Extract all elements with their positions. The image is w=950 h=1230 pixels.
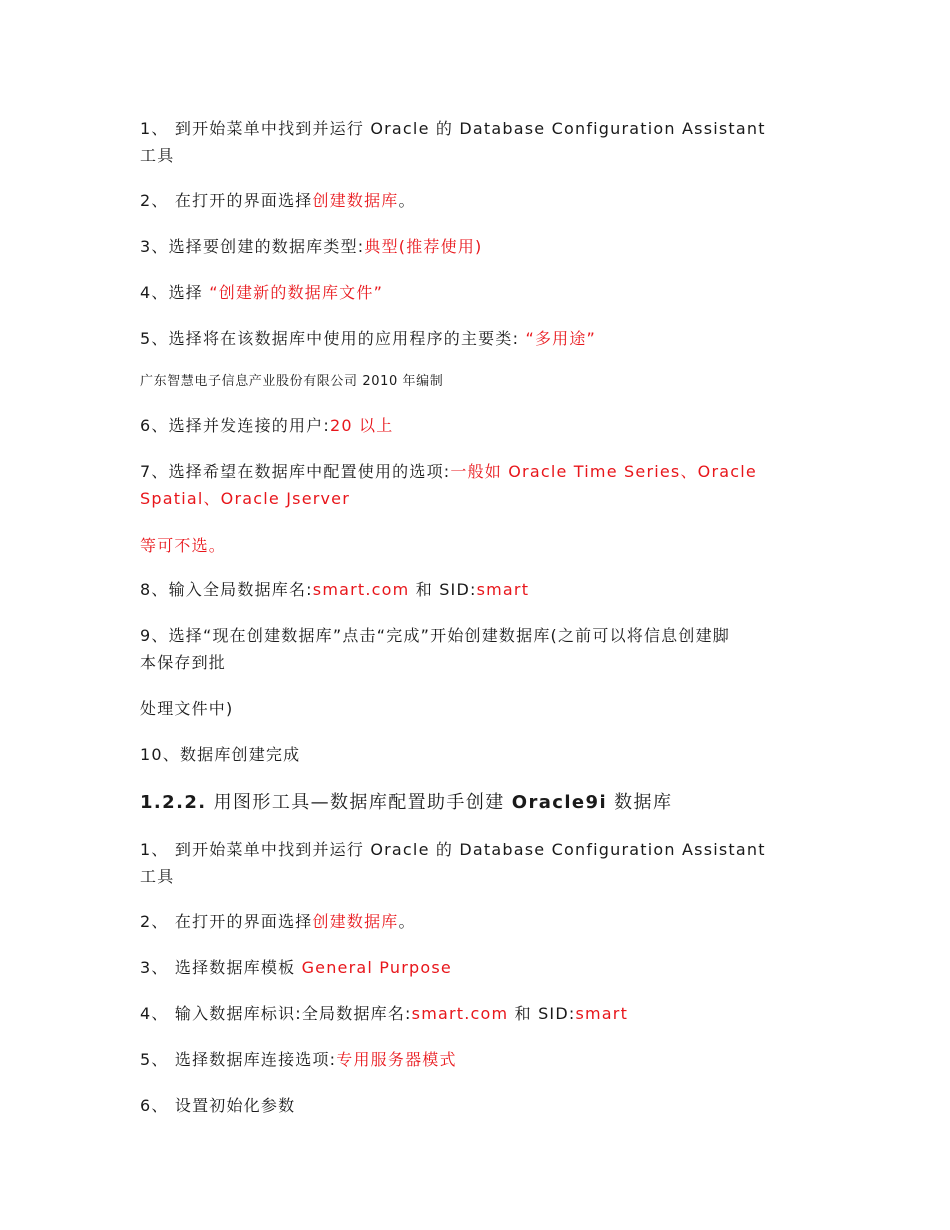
s1-step-9-cont: [140, 650, 820, 676]
highlight-text: 典型(推荐使用): [364, 237, 483, 256]
step-text: 10、数据库创建完成: [140, 745, 301, 764]
step-text: 工具: [140, 146, 175, 165]
step-text: 和 SID:: [508, 1004, 576, 1023]
highlight-text: smart: [575, 1004, 629, 1023]
s1-step-7-cont: [140, 486, 820, 512]
highlight-text: Spatial、Oracle Jserver: [140, 489, 351, 508]
s2-step-1-cont: [140, 864, 820, 890]
s2-step-4: [140, 1001, 820, 1027]
s1-step-1-cont: [140, 143, 820, 169]
s1-step-4: [140, 280, 820, 306]
highlight-text: 专用服务器模式: [336, 1050, 457, 1069]
s2-step-3: [140, 955, 820, 981]
heading-text-bold: Oracle9i: [511, 792, 608, 813]
highlight-text: 等可不选。: [140, 536, 227, 555]
step-text: 5、选择将在该数据库中使用的应用程序的主要类:: [140, 329, 526, 348]
highlight-text: “多用途”: [525, 329, 597, 348]
s1-step-1: [140, 116, 820, 142]
step-text: 1、 到开始菜单中找到并运行 Oracle 的 Database Configuration Assistant: [140, 119, 766, 138]
step-text: 9、选择“现在创建数据库”点击“完成”开始创建数据库(之前可以将信息创建脚: [140, 626, 730, 645]
s1-step-5: [140, 326, 820, 352]
step-text: 处理文件中): [140, 699, 234, 718]
heading-text: 数据库: [607, 792, 673, 813]
highlight-text: 20 以上: [329, 416, 394, 435]
highlight-text: smart.com: [312, 580, 410, 599]
page-footer: [140, 369, 820, 395]
step-text: 本保存到批: [140, 653, 227, 672]
step-text: 4、选择: [140, 283, 210, 302]
section-heading: [140, 790, 820, 816]
s1-step-7-cont2: [140, 533, 820, 559]
step-text: 8、输入全局数据库名:: [140, 580, 313, 599]
highlight-text: smart: [476, 580, 530, 599]
s2-step-2: [140, 909, 820, 935]
step-text: 4、 输入数据库标识:全局数据库名:: [140, 1004, 412, 1023]
s1-step-7: [140, 459, 820, 485]
heading-number: 1.2.2.: [140, 792, 207, 813]
step-text: 2、 在打开的界面选择: [140, 191, 313, 210]
s1-step-6: [140, 413, 820, 439]
step-text: 7、选择希望在数据库中配置使用的选项:: [140, 462, 451, 481]
step-text: 。: [398, 912, 416, 931]
step-text: 6、选择并发连接的用户:: [140, 416, 330, 435]
step-text: 3、选择要创建的数据库类型:: [140, 237, 365, 256]
s2-step-5: [140, 1047, 820, 1073]
step-text: 2、 在打开的界面选择: [140, 912, 313, 931]
s1-step-9-cont2: [140, 696, 820, 722]
s2-step-6: [140, 1093, 820, 1119]
highlight-text: 创建数据库: [312, 191, 399, 210]
s1-step-8: [140, 577, 820, 603]
step-text: 工具: [140, 867, 175, 886]
step-text: 1、 到开始菜单中找到并运行 Oracle 的 Database Configuration Assistant: [140, 840, 766, 859]
highlight-text: smart.com: [411, 1004, 509, 1023]
s1-step-3: [140, 234, 820, 260]
footer-text: 广东智慧电子信息产业股份有限公司 2010 年编制: [140, 374, 444, 389]
step-text: 6、 设置初始化参数: [140, 1096, 296, 1115]
s1-step-10: [140, 742, 820, 768]
step-text: 3、 选择数据库模板: [140, 958, 302, 977]
step-text: 。: [398, 191, 416, 210]
s1-step-2: [140, 188, 820, 214]
highlight-text: 创建数据库: [312, 912, 399, 931]
heading-text: 用图形工具—数据库配置助手创建: [206, 792, 512, 813]
highlight-text: “创建新的数据库文件”: [209, 283, 384, 302]
step-text: 和 SID:: [409, 580, 477, 599]
highlight-text: 一般如 Oracle Time Series、Oracle: [450, 462, 757, 481]
highlight-text: General Purpose: [301, 958, 452, 977]
s1-step-9: [140, 623, 820, 649]
step-text: 5、 选择数据库连接选项:: [140, 1050, 337, 1069]
s2-step-1: [140, 837, 820, 863]
